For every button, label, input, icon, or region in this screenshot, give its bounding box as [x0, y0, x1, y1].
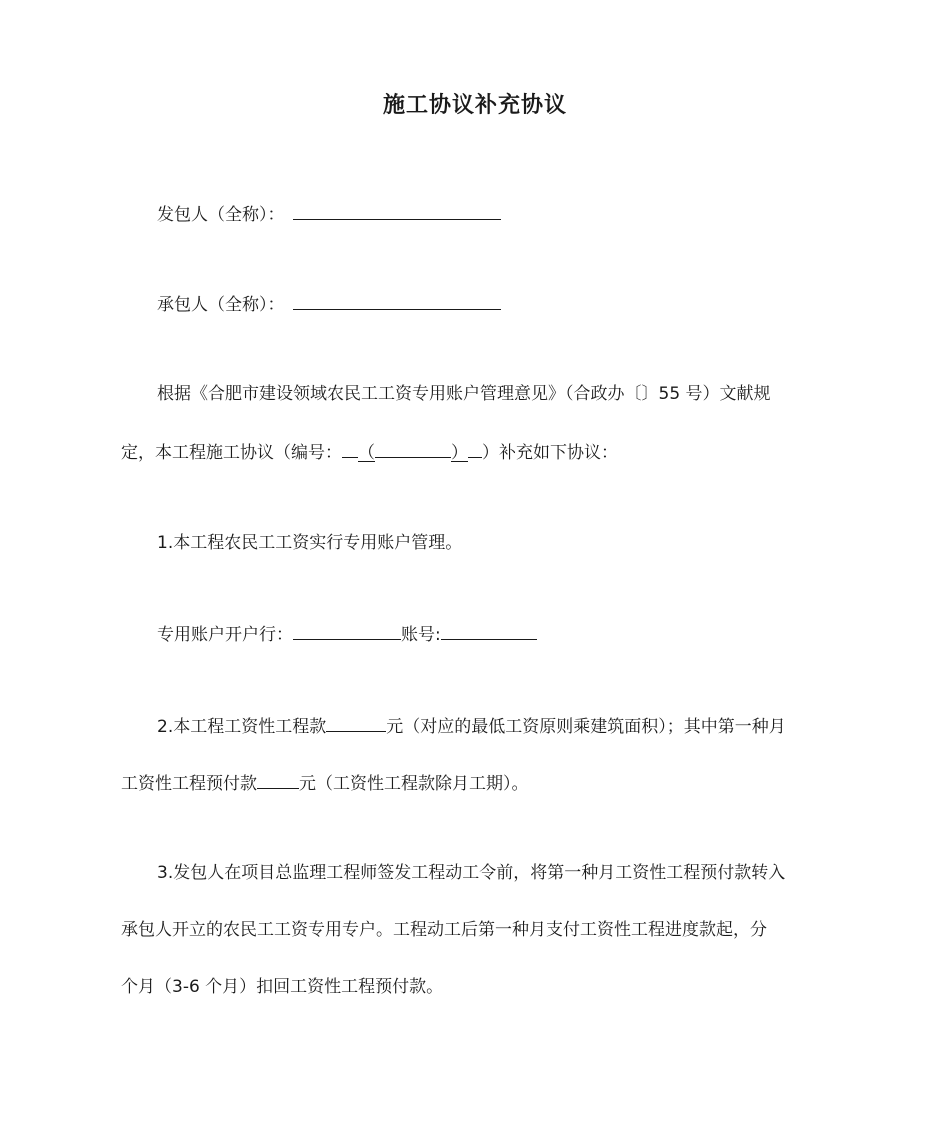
- item-1: 1.本工程农民工工资实行专用账户管理。: [157, 533, 463, 553]
- account-number-blank[interactable]: [441, 621, 537, 640]
- contract-number-open: （: [358, 443, 375, 463]
- prepayment-amount-blank[interactable]: [257, 770, 299, 789]
- document-title: 施工协议补充协议: [382, 93, 567, 118]
- item-2-prefix: 2.本工程工资性工程款: [157, 717, 327, 737]
- item-2-suffix: 元（对应的最低工资原则乘建筑面积）；其中第一种月: [386, 717, 786, 737]
- party-a-blank[interactable]: [293, 201, 501, 220]
- account-line: [157, 621, 537, 647]
- account-number-label: 账号:: [401, 625, 441, 645]
- contract-number-blank[interactable]: [375, 439, 451, 458]
- item-2-line-2-suffix: 元（工资性工程款除月工期）。: [299, 774, 529, 794]
- intro-line-1: 根据《合肥市建设领域农民工工资专用账户管理意见》（合政办〔〕55 号）文献规: [157, 384, 771, 404]
- bank-blank[interactable]: [293, 621, 401, 640]
- party-a-line: [157, 201, 501, 227]
- intro-suffix: ）补充如下协议：: [482, 443, 618, 463]
- party-b-line: [157, 291, 501, 317]
- bank-label: 专用账户开户行：: [157, 625, 293, 645]
- item-3-line-3: 个月（3-6 个月）扣回工资性工程预付款。: [121, 977, 444, 997]
- item-2-line-2-prefix: 工资性工程预付款: [121, 774, 257, 794]
- intro-line-2: [121, 439, 618, 465]
- party-b-label: 承包人（全称）：: [157, 295, 285, 315]
- contract-number-close: ）: [451, 443, 468, 463]
- contract-number-blank-tail: [468, 439, 482, 458]
- item-3-line-2: 承包人开立的农民工工资专用专户。工程动工后第一种月支付工资性工程进度款起，分: [121, 920, 767, 940]
- party-a-label: 发包人（全称）：: [157, 205, 285, 225]
- item-2-line-1: [157, 713, 786, 739]
- contract-number-blank-lead: [342, 439, 358, 458]
- intro-prefix: 定，本工程施工协议（编号：: [121, 443, 342, 463]
- item-2-line-2: [121, 770, 529, 796]
- item-3-line-1: 3.发包人在项目总监理工程师签发工程动工令前，将第一种月工资性工程预付款转入: [157, 863, 786, 883]
- party-b-blank[interactable]: [293, 291, 501, 310]
- wage-amount-blank[interactable]: [326, 713, 386, 732]
